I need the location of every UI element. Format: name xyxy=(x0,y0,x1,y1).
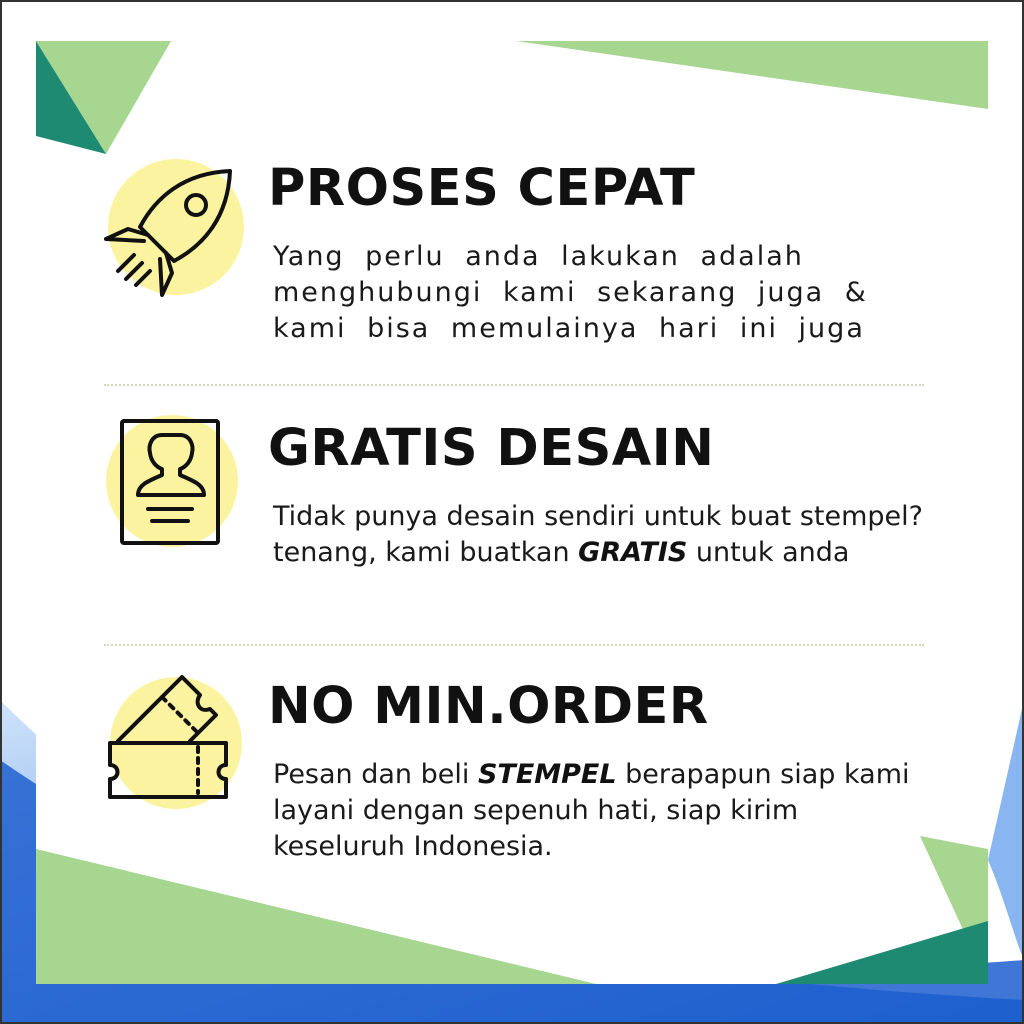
portrait-card-icon xyxy=(104,411,244,551)
divider xyxy=(104,384,924,386)
section-title: NO MIN.ORDER xyxy=(268,677,709,736)
section-description: Yang perlu anda lakukan adalah menghubungi kami sekarang juga & kami bisa memulainya hari ini juga xyxy=(273,241,868,344)
section-title: GRATIS DESAIN xyxy=(268,419,715,478)
divider xyxy=(104,644,924,646)
emphasis-text: GRATIS xyxy=(578,537,688,568)
section-title: PROSES CEPAT xyxy=(268,159,696,218)
info-card xyxy=(36,41,988,984)
emphasis-text: STEMPEL xyxy=(477,759,617,790)
rocket-icon xyxy=(104,157,244,297)
section-description: Pesan dan beli STEMPEL berapapun siap kami layani dengan sepenuh hati, siap kirim keseluruh Indonesia. xyxy=(273,759,910,862)
ticket-icon xyxy=(104,673,244,813)
section-description: Tidak punya desain sendiri untuk buat stempel? tenang, kami buatkan GRATIS untuk anda xyxy=(273,501,923,568)
